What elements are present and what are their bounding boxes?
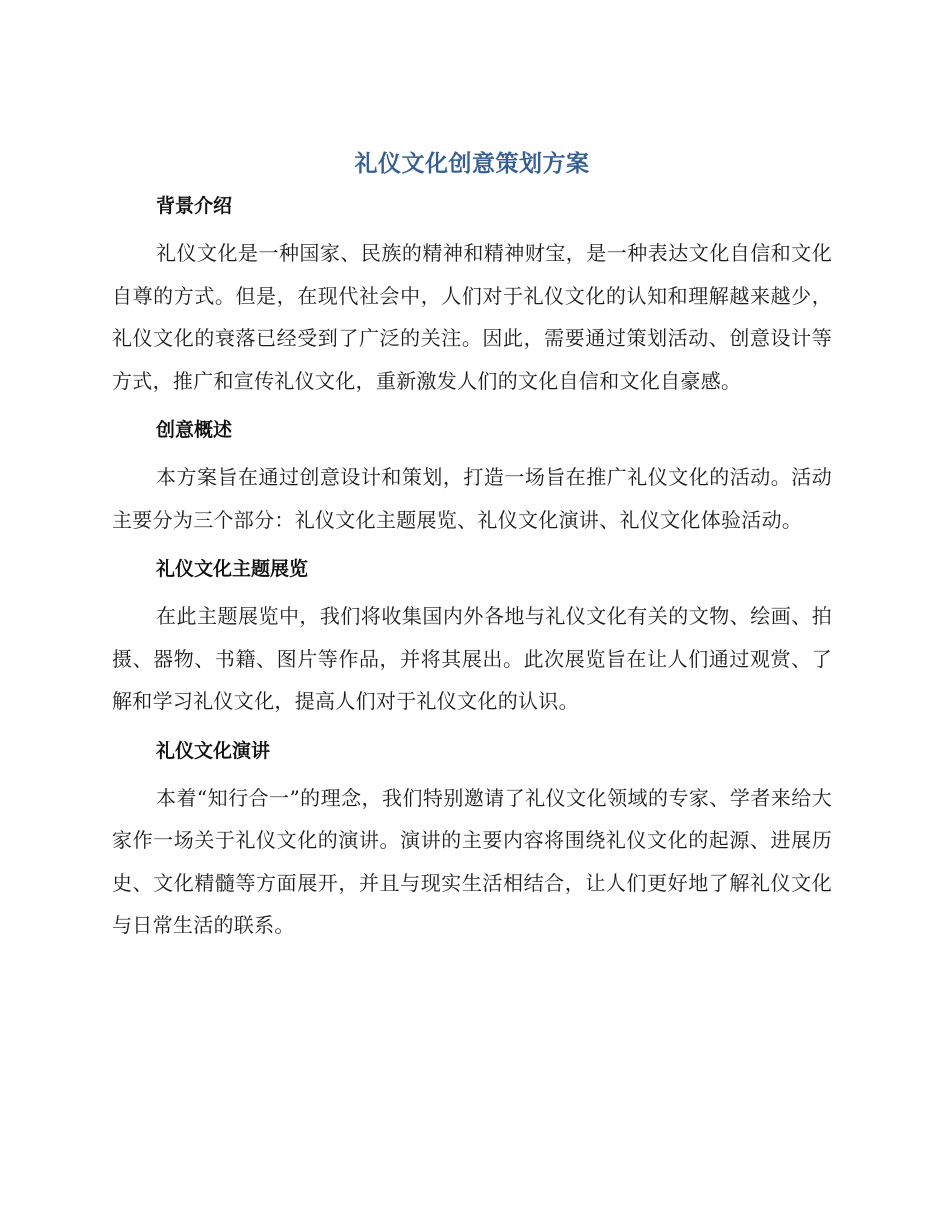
section-heading-background: 背景介绍 (156, 195, 233, 217)
section-body-background: 礼仪文化是一种国家、民族的精神和精神财宝，是一种表达文化自信和文化自尊的方式。但是，在现代社会中，人们对于礼仪文化的认知和理解越来越少，礼仪文化的衰落已经受到了广泛的关注。因此，需要通过策划活动、创意设计等方式，推广和宣传礼仪文化，重新激发人们的文化自信和文化自豪感。 (112, 241, 832, 393)
section-heading-overview: 创意概述 (156, 419, 233, 441)
section-body-speech: 本着“知行合一”的理念，我们特别邀请了礼仪文化领域的专家、学者来给大家作一场关于礼仪文化的演讲。演讲的主要内容将围绕礼仪文化的起源、进展历史、文化精髓等方面展开，并且与现实生活相结合，让人们更好地了解礼仪文化与日常生活的联系。 (112, 785, 832, 937)
document-title: 礼仪文化创意策划方案 (354, 151, 590, 177)
section-heading-speech: 礼仪文化演讲 (156, 739, 271, 762)
section-body-overview: 本方案旨在通过创意设计和策划，打造一场旨在推广礼仪文化的活动。活动主要分为三个部分：礼仪文化主题展览、礼仪文化演讲、礼仪文化体验活动。 (112, 465, 832, 532)
document-page (112, 146, 832, 947)
section-heading-exhibition: 礼仪文化主题展览 (156, 558, 309, 580)
section-body-exhibition: 在此主题展览中，我们将收集国内外各地与礼仪文化有关的文物、绘画、拍摄、器物、书籍、图片等作品，并将其展出。此次展览旨在让人们通过观赏、了解和学习礼仪文化，提高人们对于礼仪文化的认识。 (112, 604, 832, 713)
